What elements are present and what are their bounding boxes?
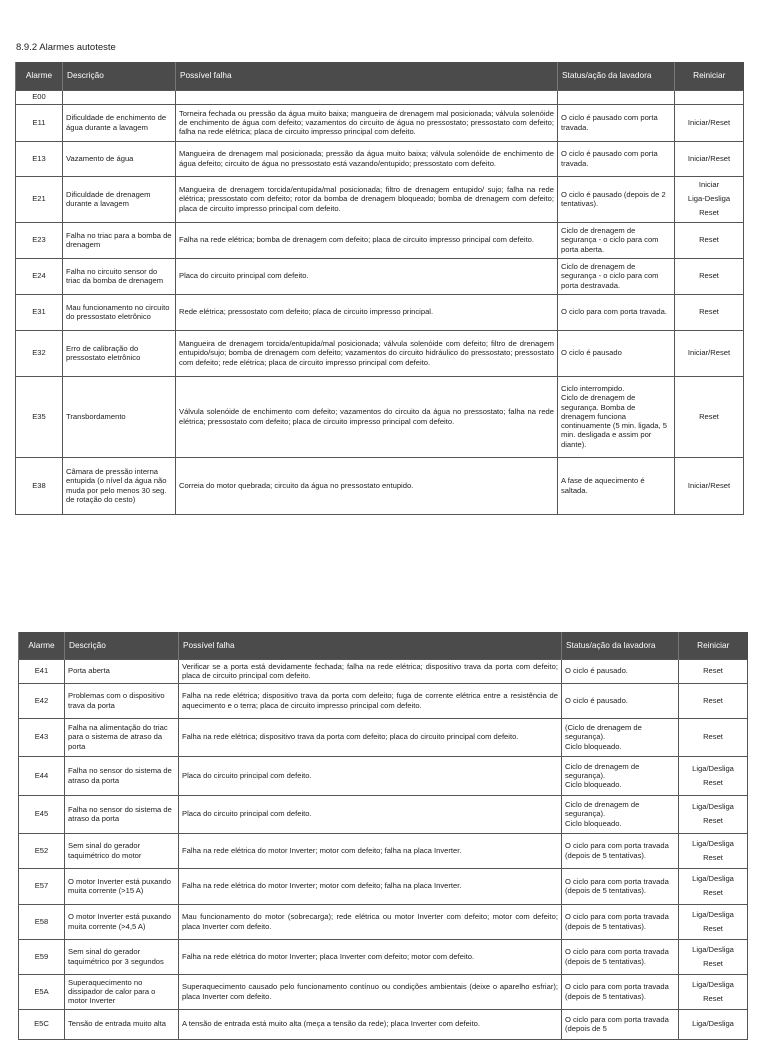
cell-desc: Falha no triac para a bomba de drenagem — [63, 222, 176, 258]
cell-code: E13 — [16, 141, 63, 176]
cell-reset: Reset — [675, 258, 744, 294]
cell-desc: Sem sinal do gerador taquimétrico por 3 segundos — [65, 939, 179, 974]
header-status: Status/ação da lavadora — [558, 62, 675, 90]
cell-status: O ciclo para com porta travada (depois de 5 — [562, 1009, 679, 1039]
cell-code: E41 — [19, 659, 65, 683]
alarm-table-1 — [15, 62, 744, 515]
cell-desc: Falha no sensor do sistema de atraso da porta — [65, 756, 179, 795]
cell-reset: Iniciar Liga-Desliga Reset — [675, 176, 744, 222]
cell-code: E31 — [16, 294, 63, 330]
table-row — [19, 718, 748, 756]
cell-code: E59 — [19, 939, 65, 974]
cell-desc: Mau funcionamento no circuito do pressostato eletrônico — [63, 294, 176, 330]
cell-desc: Dificuldade de drenagem durante a lavagem — [63, 176, 176, 222]
cell-desc: Superaquecimento no dissipador de calor para o motor Inverter — [65, 974, 179, 1009]
cell-fail: Superaquecimento causado pelo funcionamento contínuo ou condições ambientais (deixe o aparelho esfriar); placa Inverter com defeito. — [179, 974, 562, 1009]
cell-status: (Ciclo de drenagem de segurança). Ciclo bloqueado. — [562, 718, 679, 756]
cell-fail: Correia do motor quebrada; circuito da água no pressostato entupido. — [176, 457, 558, 514]
table-row — [16, 258, 744, 294]
cell-reset: Iniciar/Reset — [675, 141, 744, 176]
table-header-row — [19, 632, 748, 659]
alarm-table-2 — [18, 632, 748, 1040]
cell-reset: Reset — [675, 294, 744, 330]
table-row — [16, 90, 744, 104]
cell-fail: Falha na rede elétrica; bomba de drenagem com defeito; placa de circuito impresso principal com defeito. — [176, 222, 558, 258]
cell-code: E43 — [19, 718, 65, 756]
header-alarme: Alarme — [19, 632, 65, 659]
cell-desc: Dificuldade de enchimento de água durante a lavagem — [63, 104, 176, 141]
table-row — [19, 1009, 748, 1039]
cell-fail: Mangueira de drenagem torcida/entupida/mal posicionada; válvula solenóide com defeito; filtro de drenagem entupido/sujo; bomba de drenagem com defeito; vazamentos do circuito hidráulico do pressostato; pressostato com defeito; rede elétrica; placa de circuito impresso principal com defeito. — [176, 330, 558, 376]
table-row — [19, 868, 748, 904]
cell-status: Ciclo de drenagem de segurança - o ciclo para com porta destravada. — [558, 258, 675, 294]
cell-status: Ciclo de drenagem de segurança). Ciclo bloqueado. — [562, 795, 679, 833]
cell-reset: Liga/Desliga Reset — [679, 939, 748, 974]
table-row — [16, 222, 744, 258]
cell-status: O ciclo para com porta travada. — [558, 294, 675, 330]
cell-fail: Verificar se a porta está devidamente fechada; falha na rede elétrica; dispositivo trava da porta com defeito; placa de circuito principal com defeito. — [179, 659, 562, 683]
cell-code: E44 — [19, 756, 65, 795]
cell-fail: Mangueira de drenagem torcida/entupida/mal posicionada; filtro de drenagem entupido/ sujo; falha na rede elétrica; pressostato com defeito; rotor da bomba de drenagem bloqueado; bomba de drenagem com defeito; placa de circuito impresso principal com defeito. — [176, 176, 558, 222]
cell-status: O ciclo para com porta travada (depois de 5 tentativas). — [562, 904, 679, 939]
cell-fail: Falha na rede elétrica do motor Inverter; motor com defeito; falha na placa Inverter. — [179, 833, 562, 868]
cell-fail: Válvula solenóide de enchimento com defeito; vazamentos do circuito da água no pressostato; falha na rede elétrica; pressostato com defeito; placa de circuito impresso principal com defeito. — [176, 376, 558, 457]
cell-status: O ciclo é pausado com porta travada. — [558, 104, 675, 141]
cell-status: O ciclo é pausado. — [562, 683, 679, 718]
cell-code: E35 — [16, 376, 63, 457]
table-row — [16, 104, 744, 141]
cell-code: E24 — [16, 258, 63, 294]
cell-fail — [176, 90, 558, 104]
header-descricao: Descrição — [65, 632, 179, 659]
section-title: 8.9.2 Alarmes autoteste — [16, 42, 116, 53]
cell-reset: Reset — [679, 659, 748, 683]
cell-status: A fase de aquecimento é saltada. — [558, 457, 675, 514]
cell-status — [558, 90, 675, 104]
cell-code: E11 — [16, 104, 63, 141]
cell-desc: Tensão de entrada muito alta — [65, 1009, 179, 1039]
cell-reset: Liga/Desliga — [679, 1009, 748, 1039]
cell-code: E38 — [16, 457, 63, 514]
cell-code: E42 — [19, 683, 65, 718]
cell-reset: Reset — [675, 376, 744, 457]
cell-desc: O motor Inverter está puxando muita corrente (>15 A) — [65, 868, 179, 904]
cell-fail: Mau funcionamento do motor (sobrecarga); rede elétrica ou motor Inverter com defeito; motor com defeito; placa Inverter com defeito. — [179, 904, 562, 939]
table-row — [16, 141, 744, 176]
cell-reset: Reset — [679, 683, 748, 718]
cell-fail: Torneira fechada ou pressão da água muito baixa; mangueira de drenagem mal posicionada; válvula solenóide de enchimento de água com defeito; vazamentos do circuito de água no pressostato; pressostato com defeito; falha na rede elétrica; placa de circuito impresso principal com defeito. — [176, 104, 558, 141]
cell-reset: Iniciar/Reset — [675, 457, 744, 514]
cell-reset — [675, 90, 744, 104]
cell-fail: Falha na rede elétrica; dispositivo trava da porta com defeito; fuga de corrente elétrica entre a resistência de aquecimento e o terra; placa de circuito impresso principal com defeito. — [179, 683, 562, 718]
table-row — [19, 974, 748, 1009]
cell-code: E58 — [19, 904, 65, 939]
cell-desc: Porta aberta — [65, 659, 179, 683]
table-row — [19, 683, 748, 718]
header-possivel-falha: Possível falha — [176, 62, 558, 90]
cell-reset: Iniciar/Reset — [675, 330, 744, 376]
cell-desc: Vazamento de água — [63, 141, 176, 176]
cell-code: E45 — [19, 795, 65, 833]
cell-fail: Falha na rede elétrica do motor Inverter; placa Inverter com defeito; motor com defeito. — [179, 939, 562, 974]
cell-desc — [63, 90, 176, 104]
cell-code: E00 — [16, 90, 63, 104]
table-row — [19, 756, 748, 795]
cell-desc: Problemas com o dispositivo trava da porta — [65, 683, 179, 718]
header-reiniciar: Reiniciar — [679, 632, 748, 659]
cell-reset: Reset — [679, 718, 748, 756]
cell-reset: Liga/Desliga Reset — [679, 868, 748, 904]
cell-desc: O motor Inverter está puxando muita corrente (>4,5 A) — [65, 904, 179, 939]
cell-status: Ciclo de drenagem de segurança). Ciclo bloqueado. — [562, 756, 679, 795]
table-row — [16, 294, 744, 330]
cell-status: O ciclo para com porta travada (depois de 5 tentativas). — [562, 868, 679, 904]
cell-status: O ciclo para com porta travada (depois de 5 tentativas). — [562, 974, 679, 1009]
table-row — [19, 939, 748, 974]
cell-status: Ciclo interrompido. Ciclo de drenagem de segurança. Bomba de drenagem funciona continuamente (5 min. ligada, 5 min. desligada e assim por diante). — [558, 376, 675, 457]
cell-status: Ciclo de drenagem de segurança - o ciclo para com porta aberta. — [558, 222, 675, 258]
cell-status: O ciclo é pausado com porta travada. — [558, 141, 675, 176]
table-row — [19, 904, 748, 939]
table-row — [16, 376, 744, 457]
table-row — [16, 457, 744, 514]
cell-status: O ciclo é pausado. — [562, 659, 679, 683]
header-possivel-falha: Possível falha — [179, 632, 562, 659]
cell-fail: Placa do circuito principal com defeito. — [176, 258, 558, 294]
cell-reset: Liga/Desliga Reset — [679, 904, 748, 939]
cell-reset: Iniciar/Reset — [675, 104, 744, 141]
cell-code: E57 — [19, 868, 65, 904]
cell-fail: Mangueira de drenagem mal posicionada; pressão da água muito baixa; válvula solenóide de enchimento de água defeito; circuito de água no pressostato está vazando/entupido; pressostato com defeito. — [176, 141, 558, 176]
cell-status: O ciclo é pausado — [558, 330, 675, 376]
header-reiniciar: Reiniciar — [675, 62, 744, 90]
table-row — [19, 659, 748, 683]
cell-code: E5A — [19, 974, 65, 1009]
cell-desc: Erro de calibração do pressostato eletrônico — [63, 330, 176, 376]
cell-code: E5C — [19, 1009, 65, 1039]
header-alarme: Alarme — [16, 62, 63, 90]
cell-desc: Sem sinal do gerador taquimétrico do motor — [65, 833, 179, 868]
cell-desc: Falha no circuito sensor do triac da bomba de drenagem — [63, 258, 176, 294]
cell-status: O ciclo para com porta travada (depois de 5 tentativas). — [562, 939, 679, 974]
cell-fail: Placa do circuito principal com defeito. — [179, 795, 562, 833]
cell-fail: Falha na rede elétrica do motor Inverter; motor com defeito; falha na placa Inverter. — [179, 868, 562, 904]
cell-reset: Liga/Desliga Reset — [679, 833, 748, 868]
cell-code: E32 — [16, 330, 63, 376]
table-row — [19, 795, 748, 833]
header-descricao: Descrição — [63, 62, 176, 90]
cell-code: E23 — [16, 222, 63, 258]
cell-desc: Transbordamento — [63, 376, 176, 457]
cell-fail: Falha na rede elétrica; dispositivo trava da porta com defeito; placa do circuito principal com defeito. — [179, 718, 562, 756]
cell-reset: Reset — [675, 222, 744, 258]
table-header-row — [16, 62, 744, 90]
table-row — [19, 833, 748, 868]
cell-reset: Liga/Desliga Reset — [679, 756, 748, 795]
header-status: Status/ação da lavadora — [562, 632, 679, 659]
cell-fail: Rede elétrica; pressostato com defeito; placa de circuito impresso principal. — [176, 294, 558, 330]
cell-reset: Liga/Desliga Reset — [679, 974, 748, 1009]
cell-status: O ciclo é pausado (depois de 2 tentativas). — [558, 176, 675, 222]
cell-desc: Falha na alimentação do triac para o sistema de atraso da porta — [65, 718, 179, 756]
table-row — [16, 330, 744, 376]
cell-desc: Falha no sensor do sistema de atraso da porta — [65, 795, 179, 833]
cell-code: E21 — [16, 176, 63, 222]
cell-fail: A tensão de entrada está muito alta (meça a tensão da rede); placa Inverter com defeito. — [179, 1009, 562, 1039]
cell-desc: Câmara de pressão interna entupida (o nível da água não muda por pelo menos 30 seg. de rotação do cesto) — [63, 457, 176, 514]
cell-code: E52 — [19, 833, 65, 868]
cell-reset: Liga/Desliga Reset — [679, 795, 748, 833]
table-row — [16, 176, 744, 222]
cell-status: O ciclo para com porta travada (depois de 5 tentativas). — [562, 833, 679, 868]
cell-fail: Placa do circuito principal com defeito. — [179, 756, 562, 795]
